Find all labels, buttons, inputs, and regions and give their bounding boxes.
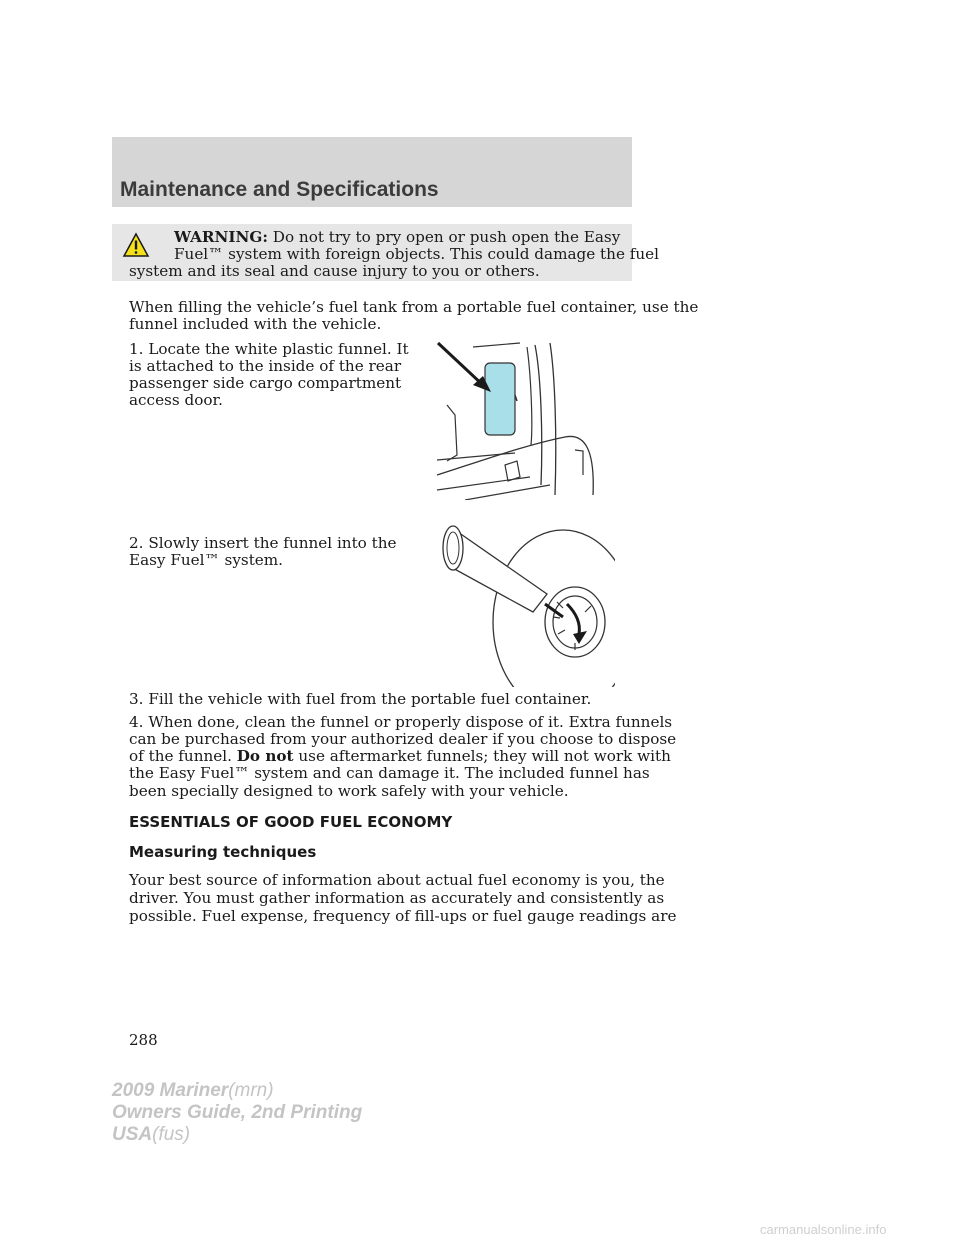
section-line-3: possible. Fuel expense, frequency of fill-ups or fuel gauge readings are (129, 907, 677, 925)
step2-line-1: 2. Slowly insert the funnel into the (129, 534, 397, 552)
warning-triangle-icon (122, 232, 150, 258)
intro-line-2: funnel included with the vehicle. (129, 315, 382, 333)
step1-line-4: access door. (129, 391, 223, 409)
section-subheading: Measuring techniques (129, 843, 317, 861)
footer-market-line: USA(fus) (112, 1124, 191, 1145)
footer-guide-line: Owners Guide, 2nd Printing (112, 1102, 363, 1123)
watermark: carmanualsonline.info (760, 1222, 887, 1237)
step2-line-2: Easy Fuel™ system. (129, 551, 284, 569)
step4-line-2: can be purchased from your authorized dealer if you choose to dispose (129, 730, 677, 748)
warning-line-2: Fuel™ system with foreign objects. This could damage the fuel (174, 245, 660, 263)
section-heading: ESSENTIALS OF GOOD FUEL ECONOMY (129, 813, 453, 831)
footer-model-line: 2009 Mariner(mrn) (112, 1080, 274, 1101)
warning-line-1: WARNING: Do not try to pry open or push open the Easy (174, 228, 621, 246)
warning-line-3: system and its seal and cause injury to you or others. (129, 262, 540, 280)
page-section-title: Maintenance and Specifications (120, 178, 439, 201)
warning-label: WARNING: (174, 228, 268, 246)
step1-line-3: passenger side cargo compartment (129, 374, 402, 392)
do-not-emphasis: Do not (236, 747, 294, 765)
page-number: 288 (129, 1031, 158, 1049)
cargo-door-funnel-illustration (435, 335, 600, 500)
section-line-2: driver. You must gather information as accurately and consistently as (129, 889, 665, 907)
step1-line-2: is attached to the inside of the rear (129, 357, 402, 375)
footer-print-info (112, 1080, 362, 1146)
step4-line-5: been specially designed to work safely with your vehicle. (129, 782, 569, 800)
intro-line-1: When filling the vehicle’s fuel tank from a portable fuel container, use the (129, 298, 699, 316)
step3-line: 3. Fill the vehicle with fuel from the portable fuel container. (129, 690, 592, 708)
easy-fuel-funnel-illustration (435, 522, 615, 687)
step1-line-1: 1. Locate the white plastic funnel. It (129, 340, 409, 358)
step4-line-1: 4. When done, clean the funnel or properly dispose of it. Extra funnels (129, 713, 673, 731)
step4-line-3: of the funnel. Do not use aftermarket funnels; they will not work with (129, 747, 671, 765)
section-line-1: Your best source of information about actual fuel economy is you, the (129, 871, 665, 889)
step4-line-4: the Easy Fuel™ system and can damage it. The included funnel has (129, 764, 650, 782)
